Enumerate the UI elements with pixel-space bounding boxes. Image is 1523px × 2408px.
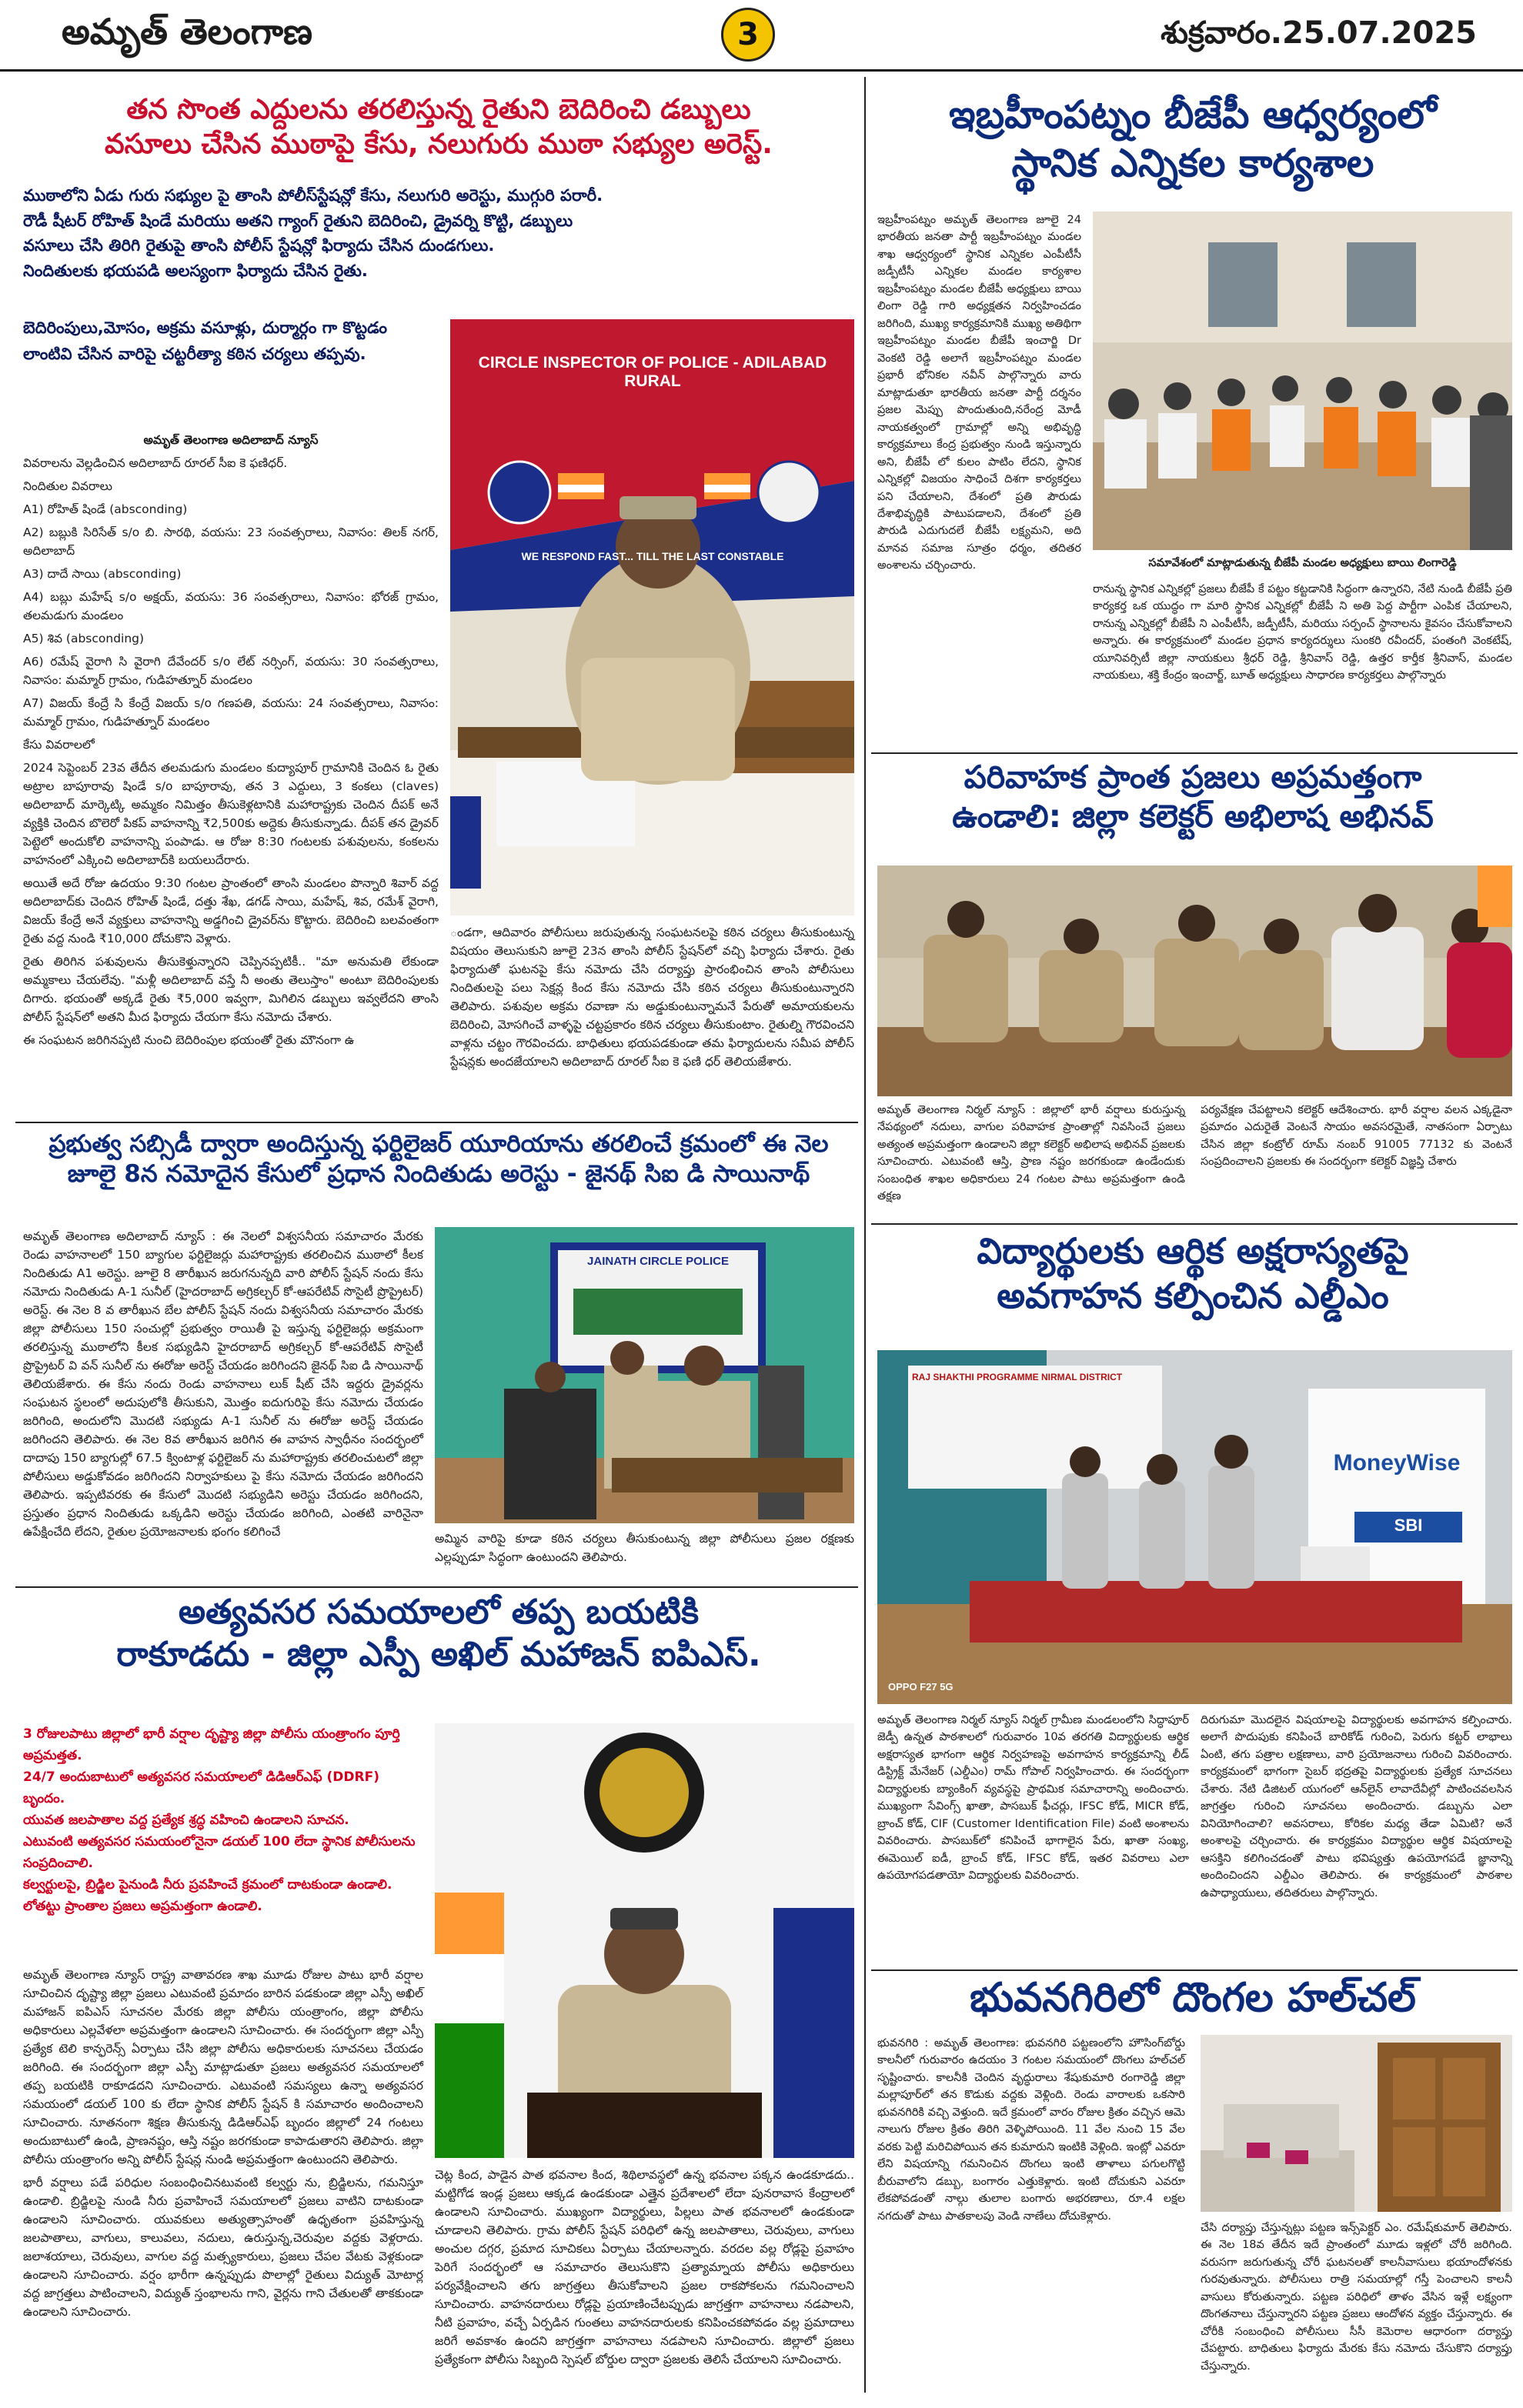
sp-headline: అత్యవసర సమయాలలో తప్ప బయటికి రాకూడదు - జిల్లా ఎస్పీ అఖిల్ మహాజన్ ఐపిఎస్. xyxy=(116,1593,761,1674)
sp-body-left: అమృత్ తెలంగాణ న్యూస్ రాష్ట్ర వాతావరణ శాఖ మూడు రోజుల పాటు భారీ వర్షాల సూచించిన దృష్ట్యా జిల్లా ప్రజలు ఎటువంటి ప్రమాదం బారిన పడకుండా జిల్లా ఎస్పీ అఖిల్ మహాజన్ ఐపిఎస్ సూచనల మేరకు జిల్లా పోలీసు యంత్రాంగం, జిల్లా పోలీసు అధికారులు ఎల్లవేళలా అప్రమత్తంగా ఉండాలని సూచించారు. ఈ సందర్భంగా జిల్లా ఎస్పీ ప్రత్యేక టెలి కాన్ఫరెన్స్ ఏర్పాటు చేసి జిల్లా పోలీసు అధికారులకు సూచనలు చేయడం జరిగింది. ఈ సందర్భంగా జిల్లా ఎస్పీ మాట్లాడుతూ ప్రజలు అత్యవసర సమయాలలో తప్ప బయటికి రాకూడదని సూచించారు. ఎటువంటి సమస్యలు ఉన్నా అత్యవసర సమయంలో డయల్ 100 కు లేదా స్థానిక పోలీస్ స్టేషన్ కి సమాచారం అందించాలని సూచించారు. నూతనంగా శిక్షణ తీసుకున్న డిడిఆర్ఎఫ్ బృందం జిల్లాలో 24 గంటలు అందుబాటులో ఉండి, ప్రాణనష్టం, ఆస్తి నష్టం జరగకుండా కాపాడుతారని తెలిపారు. జిల్లా పోలీసు యంత్రాంగం అన్ని పోలీస్ స్టేషన్ల నుండి అప్రమత్తంగా ఉంటుందని తెలిపారు. భారీ వర్షాలు పడే పరిధుల సంబంధించినటువంటి కల్వర్టు ను, బ్రిడ్జిలను, గమనిస్తూ ఉండాలి. బ్రిడ్జిలపై నుండి నీరు ప్రవాహించే సమయాలలో ప్రజలు వాటిని దాటకుండా ఉండాలని సూచించారు. యువకులు అత్యుత్సాహంతో ఉధృతంగా ప్రవహిస్తున్న జలపాతాలు, వాగులు, కాలువలు, నదులు, ఉరుస్తున్న,చెరువుల వద్దకు వెళ్లరాదు. జలాశయాలు, చెరువులు, వాగుల వద్ద మత్స్యకారులు, ప్రజలు చేపల వేటకు వెళ్లకుండా ఉండాలని సూచించారు. వర్షం భారీగా ఉన్నప్పుడు పొలాల్లో రైతులు విద్యుత్ మోటార్ల వద్ద జాగ్రత్తలు పాటించాలని, విద్యుత్ స్తంభాలను గాని, వైర్లను గాని చేతులతో తాకకుండా ఉండాలని సూచించారు. xyxy=(23,1968,423,2320)
farmer-body-col2: ండగా, ఆదివారం పోలీసులు జరుపుతున్న సంఘటనలపై కఠిన చర్యలు తీసుకుంటున్న విషయం తెలుసుకుని జూలై 23న తాంసి పోలీస్ స్టేషన్‌లో వచ్చి ఫిర్యాదు చేశారు. రైతు ఫిర్యాదుతో ఘటనపై కేసు నమోదు చేసి దర్యాప్తు ప్రారంభించిన తాంసి పోలీసులు నిందితులపై పలు సెక్షన్ల కింద కేసు నమోదు చేసి కఠిన చర్యలు తీసుకుంటున్నారని తెలిపారు. పశువుల అక్రమ రవాణా ను అడ్డుకుంటున్నామనే పేరుతో అమాయకులను బెదిరించి, మోసగించే వాళ్ళపై చట్టప్రకారం కఠిన చర్యలు తీసుకుంటాం. రైతుల్ని గౌరవించని వాళ్లను చట్టం గౌరవించదు. బాధితులు భయపడకుండా తమ ఫిర్యాదులను సమీప పోలీస్ స్టేషన్లకు అందజేయాలని అదిలాబాద్ రూరల్ సీఐ కె ఫణి ధర్ తెలియజేశారు. xyxy=(450,926,854,1069)
bjp-body-right: రానున్న స్థానిక ఎన్నికల్లో ప్రజలు బీజేపీ కే పట్టం కట్టడానికి సిద్ధంగా ఉన్నారని, నేటి నుండి బీజేపీ ప్రతి కార్యకర్త ఒక యుద్ధం గా మారి స్థానిక ఎన్నికల్లో బీజేపీ ని అతి పెద్ద పార్టీగా ఎంపిక చేయాలని, రానున్న ఎన్నికల్లో బీజేపీ ని ఎంపీటీసీ, జడ్పీటీసీ, మరియు సర్పంచ్ స్థానాలను కైవసం చేసుకోవాలని అన్నారు. ఈ కార్యక్రమంలో మండల ప్రధాన కార్యదర్శులు సుంకరి రవీందర్, పంతంగి వెంకటేష్, యూనివర్సిటీ జిల్లా నాయకులు శ్రీధర్ రెడ్డి, శ్రీనివాస్ రెడ్డి, ఉత్తర కార్తీక శ్రీనివాస్, మండల నాయకులు, శక్తి కేంద్రం ఇంచార్జ్, బూత్ అధ్యక్షులు సాధారణ కార్యకర్తలు పాల్గొన్నారు xyxy=(1093,583,1512,682)
divider-bjp-collector xyxy=(871,752,1518,754)
divider-fertilizer-sp xyxy=(15,1586,858,1588)
farmer-subhead-warning: బెదిరింపులు,మోసం, అక్రమ వసూళ్లు, దుర్మార్గం గా కొట్టడం లాంటివి చేసిన వారిపై చట్టరీత్యా కఠిన చర్యలు తప్పవు. xyxy=(23,319,387,363)
paper-name: అమృత్ తెలంగాణ xyxy=(62,11,312,52)
divider-farmer-fertilizer xyxy=(15,1122,858,1123)
theft-body-right: చేసి దర్యాప్తు చేస్తున్నట్లు పట్టణ ఇన్స్‌పెక్టర్ ఎం. రమేష్‌కుమార్ తెలిపారు. ఈ నెల 18వ తేదీన ఇదే ప్రాంతంలో మూడు ఇళ్లలో చోరీ జరిగింది. వరుసగా జరుగుతున్న చోరీ ఘటనలతో కాలనీవాసులు భయాందోళనకు గురవుతున్నారు. పోలీసులు రాత్రి సమయాల్లో గస్తీ పెంచాలని కాలనీ వాసులు కోరుతున్నారు. పట్టణ పరిధిలో తాళం వేసిన ఇళ్లే లక్ష్యంగా దొంగతనాలు చేస్తున్నారని పట్టణ ప్రజలు ఆందోళన వ్యక్తం చేస్తున్నారు. ఈ చోరీకి సంబంధించి పోలీసులు సీసీ కెమెరాల ఆధారంగా దర్యాప్తు చేపట్టారు. బాధితులు ఫిర్యాదు మేరకు కేసు నమోదు చేసుకొని దర్యాప్తు చేస్తున్నారు. xyxy=(1201,2222,1512,2373)
ldm-body-right: దిరుగుమా మొదలైన విషయాలపై విద్యార్థులకు అవగాహన కల్పించారు. అలాగే పొదుపుకు కనిపించే బారికోడ్ గురించి, పెరుగు కట్టర్ లాభాలు ఏంటి, తగు పత్రాల లక్షణాలు, వారి ప్రయోజనాలు గురించి వివరించారు. కార్యక్రమంలో భాగంగా సైబర్ భద్రతపై విద్యార్థులకు ప్రత్యేక సూచనలు చేశారు. నేటి డిజిటల్ యుగంలో ఆన్‌లైన్ లావాదేవీల్లో పాటించవలసిన జాగ్రత్తల గురించి సూచనలు అందించారు. డబ్బును ఎలా వినియోగించాలి? అవసరాలు, కోరికల మధ్య తేడా ఏమిటి? అనే అంశాలపై చర్చించారు. ఈ కార్యక్రమం విద్యార్థుల ఆర్థిక విషయాలపై ఆసక్తిని కలిగించడంతో పాటు భవిష్యత్తు ఉపయోగపడే జ్ఞానాన్ని అందించిందని ఎల్డీఎం తెలిపారు. ఈ కార్యక్రమంలో పాఠశాల ఉపాధ్యాయులు, తదితరులు పాల్గొన్నారు. xyxy=(1201,1714,1512,1899)
bjp-body-left: ఇబ్రహీంపట్నం అమృత్ తెలంగాణ జూలై 24 భారతీయ జనతా పార్టీ ఇబ్రహీంపట్నం మండల శాఖ ఆధ్వర్యంలో స్థానిక ఎన్నికల ఎంపీటీసీ జడ్పీటీసీ ఎన్నికల మండల కార్యశాల ఇబ్రహీంపట్నం మండల బీజేపీ అధ్యక్షులు బాయి లింగా రెడ్డి గారి అధ్యక్షతన నిర్వహించడం జరిగింది, ముఖ్య కార్యక్రమానికి ముఖ్య అతిథిగా ఇబ్రహీంపట్నం మండల బీజేపీ ఇంచార్జి Dr వెంకటి రెడ్డి అలాగే ఇబ్రహీంపట్నం మండల ప్రభారీ భోనికల నవీన్ పాల్గొన్నారు వారు మాట్లాడుతూ భారతీయ జనతా పార్టీ దర్శనం ప్రజల మెప్పు పొందుతుంది,నరేంద్ర మోడీ నాయకత్వంలో గ్రామాల్లో అన్ని అభివృద్ధి కార్యక్రమాలు కేంద్ర ప్రభుత్వం నుండి ఇస్తున్నారు అని, బీజేపీ లో కులం పాటిం లేదని, స్థానిక ఎన్నికల్లో విజయం సాధించే దిశగా కార్యకర్తలు పని చేయాలని, దేశంలో ప్రతి పౌరుడు దేశాభివృద్ధికి పాటుపడాలని, దేశంలో ప్రతి పౌరుడి ఎదుగుదలే బీజేపీ లక్ష్యమని, అది మానవ సమాజ సూత్రం ధర్మం, తదితర అంశాలను చర్చించారు. xyxy=(877,214,1081,572)
bjp-meeting-photo xyxy=(1093,212,1512,550)
jainath-police-photo xyxy=(435,1227,854,1523)
theft-headline: భువనగిరిలో దొంగల హల్‌చల్ xyxy=(970,1975,1416,2021)
sp-portrait-photo xyxy=(435,1723,854,2158)
farmer-subheads: ముఠాలోని ఏడు గురు సభ్యుల పై తాంసి పోలీస్‌స్టేషన్లో కేసు, నలుగురి అరెస్టు, ముగ్గురి పరారీ. రౌడీ షీటర్ రోహిత్ షిండే మరియు అతని గ్యాంగ్ రైతుని బెదిరించి, డ్రైవర్ని కొట్టి, డబ్బులు వసూలు చేసి తిరిగి రైతుపై తాంసి పోలీస్ స్టేషన్లో ఫిర్యాదు చేసిన దుండగులు. నిందితులకు భయపడి అలస్యంగా ఫిర్యాదు చేసిన రైతు. xyxy=(23,186,603,280)
ldm-camera-tag: OPPO F27 5G xyxy=(888,1681,954,1693)
page-number: 3 xyxy=(737,17,759,52)
theft-scene-photo xyxy=(1201,2035,1512,2212)
masthead xyxy=(0,0,1523,72)
divider-collector-ldm xyxy=(871,1223,1518,1225)
fertilizer-body-right: అమ్మిన వారిపై కూడా కఠిన చర్యలు తీసుకుంటున్న జిల్లా పోలీసులు ప్రజల రక్షణకు ఎల్లప్పుడూ సిద్ధంగా ఉంటుందని తెలిపారు. xyxy=(435,1532,854,1565)
page-number-badge xyxy=(721,8,775,62)
farmer-body-col1: అమృత్ తెలంగాణ అదిలాబాద్ న్యూస్ వివరాలను వెల్లడించిన అదిలాబాద్ రూరల్ సీఐ కె ఫణిధర్. నిందితుల వివరాలు A1) రోహిత్ షిండే (absconding) A2) బబ్లుకి సిరిసేత్ s/o బి. సారథి, వయసు: 23 సంవత్సరాలు, నివాసం: తిలక్ నగర్, అదిలాబాద్ A3) దాదే సాయి (absconding) A4) బబ్లు మహేష్ s/o అక్షయ్, వయసు: 36 సంవత్సరాలు, నివాసం: భోరజ్ గ్రామం, తలమడుగు మండలం A5) శివ (absconding) A6) రమేష్ వైరాగి సి వైరాగి దేవేందర్ s/o లేట్ నర్సింగ్, వయసు: 30 సంవత్సరాలు, నివాసం: మమ్మార్ గ్రామం, గుడిహత్నూర్ మండలం A7) విజయ్ కేంద్రే సి కేంద్రే విజయ్ s/o గణపతి, వయసు: 24 సంవత్సరాలు, నివాసం: మమ్మార్ గ్రామం, గుడిహత్నూర్ మండలం కేసు వివరాలలో 2024 సెప్టెంబర్ 23వ తేదీన తలమడుగు మండలం కుద్యాపూర్ గ్రామానికి చెందిన ఓ రైతు అట్రాల బాపూరావు షిండే s/o బాపూరావు, తన 3 ఎద్దులు, 3 కంకలు (claves) అదిలాబాద్ మార్కెట్కి అమ్మకం నిమిత్తం తీసుకెళ్లటానికి మహారాష్ట్రకు చెందిన దీపక్ అనే వ్యక్తికి చెందిన బొలెరో పికప్ వాహనాన్ని ₹2,500కు అద్దెకు తీసుకున్నాడు. దీపక్ తన డ్రైవర్ పెట్టెలో అందుకోలి వాహనాన్ని పంపాడు. ఆ రోజు 8:30 గంటలకు పశువులను, కంకలను వాహనంలో ఎక్కించి అదిలాబాద్‌కి బయలుదేరారు. అయితే అదే రోజు ఉదయం 9:30 గంటల ప్రాంతంలో తాంసి మండలం పొన్నారి శివార్ వద్ద అదిలాబాద్‌కు చెందిన రోహిత్ షిండే, దత్తు శేఖ, డగడ్ సాయి, మహేష్, శివ, రమేశ్ వైరాగి, విజయ్ కేంద్రే అనే వ్యక్తులు వాహనాన్ని అడ్డగించి డ్రైవర్‌ను కొట్టారు. బెదిరించి బలవంతంగా రైతు వద్ద నుండి ₹10,000 దోచుకొని వెళ్లారు. రైతు తిరిగిన పశువులను తీసుకెళ్తున్నారని చెప్పినప్పటికీ.. "మా అనుమతి లేకుండా అమ్మకాలు చేయలేవు. "మళ్లీ అదిలాబాద్ వస్తే నీ అంతు తెలుస్తాం" అంటూ బెదిరింపులకు దిగారు. భయంతో అక్కడే రైతు ₹5,000 ఇవ్వగా, మిగిలిన డబ్బులు ఇవ్వలేదని తాంసి పోలీస్ స్టేషన్‌లో అతని మీద ఫిర్యాదు చేయగా కేసు నమోదు చేశారు. ఈ సంఘటన జరిగినప్పటి నుంచి బెదిరింపుల భయంతో రైతు మౌనంగా ఉ xyxy=(23,433,439,1048)
collector-body-right: పర్యవేక్షణ చేపట్టాలని కలెక్టర్ ఆదేశించారు. భారీ వర్షాల వలన ఎక్కడైనా ప్రమాదం ఎదురైతే వెంటనే సాయం అవసరమైతే, నాతసంగా ఏర్పాటు చేసిన జిల్లా కంట్రోల్ రూమ్ నంబర్ 91005 77132 కు వెంటనే సంప్రదించాలని ప్రజలకు ఈ సందర్భంగా కలెక్టర్ విజ్ఞప్తి చేశారు xyxy=(1201,1104,1512,1169)
collector-body-left: అమృత్ తెలంగాణ నిర్మల్ న్యూస్ : జిల్లాలో భారీ వర్షాలు కురుస్తున్న నేపథ్యంలో నదులు, వాగుల పరివాహక ప్రాంతాల్లో నివసించే ప్రజలు అత్యంత అప్రమత్తంగా ఉండాలని జిల్లా కలెక్టర్ అభిలాష అభినవ్ ప్రజలకు సూచించారు. ఎటువంటి ఆస్తి, ప్రాణ నష్టం జరగకుండా ఉండేందుకు సంబంధిత శాఖల అధికారులు 24 గంటల పాటు అప్రమత్తంగా ఉండి తక్షణ xyxy=(877,1104,1185,1203)
issue-date: శుక్రవారం.25.07.2025 xyxy=(1161,15,1477,51)
theft-body-left: భువనగిరి : అమృత్ తెలంగాణ: భువనగిరి పట్టణంలోని హౌసింగ్‌బోర్డు కాలనీలో గురువారం ఉదయం 3 గంటల సమయంలో దొంగలు హల్‌చల్ సృష్టించారు. కాలనీకి చెందిన వృద్ధురాలు శేషుకుమారి రంగారెడ్డి జిల్లా మల్లాపూర్‌లో తన కొడుకు వద్దకు వెళ్లింది. రెండు వారాలకు ఒకసారి భువనగిరికి వచ్చి వెళ్తుంది. ఇదే క్రమంలో వారం రోజుల క్రితం వచ్చిన ఆమె నాలుగు రోజుల క్రితం తిరిగి వెళ్ళిపోయింది. 11 వేల నుంచి 15 వేల వరకు పెట్టి మరిచిపోయిన తన కుమారుని ఇంటికి వెళ్లింది. ఇంట్లో ఎవరూ లేని విషయాన్ని గమనించిన దొంగలు ఇంటి తాళాలు పగులగొట్టి బీరువాలోని డబ్బు, బంగారం ఎత్తుకెళ్లారు. ఇంటి దోచుకుని ఎవరూ లేకపోవడంతో నాల్గు తులాల బంగారు అభరణాలు, రూ.4 లక్షల నగదుతో పాటు పాతకాలపు వెండి నాణేలు దోచుకెళ్లారు. xyxy=(877,2037,1185,2223)
ldm-body-left: అమృత్ తెలంగాణ నిర్మల్ న్యూస్ నిర్మల్ గ్రామీణ మండలంలోని సిద్ధాపూర్ జెడ్పీ ఉన్నత పాఠశాలలో గురువారం 10వ తరగతి విద్యార్థులకు ఆర్థిక అక్షరాస్యత భాగంగా ఆర్థిక నిర్వహణపై అవగాహన కార్యక్రమాన్ని లీడ్ డిస్ట్రిక్ట్ మేనేజర్ (ఎల్డీఎం) రామ్ గోపాల్ నిర్వహించారు. ఈ సందర్భంగా విద్యార్థులకు బ్యాంకింగ్ వ్యవస్థపై ప్రాథమిక సమాచారాన్ని అందించారు. ముఖ్యంగా సేవింగ్స్ ఖాతా, పాసబుక్ ఫీచర్లు, IFSC కోడ్, MICR కోడ్, బ్రాంచ్ కోడ్, CIF (Customer Identification File) వంటి అంశాలను వివరించారు. పాసబుక్‌లో కనిపించే భాగాలైన పేరు, ఖాతా సంఖ్య, ఈమెయిల్ ఐడీ, బ్రాంచ్ కోడ్, IFSC కోడ్, ఇతర వివరాలు ఎలా ఉపయోగపడతాయో విద్యార్థులకు వివరించారు. xyxy=(877,1714,1189,1883)
bjp-photo-caption: సమావేశంలో మాట్లాడుతున్న బీజేపీ మండల అధ్యక్షులు బాయి లింగారెడ్డి xyxy=(1148,557,1457,569)
ldm-banner-moneywise: MoneyWise xyxy=(1333,1450,1461,1476)
ldm-program-photo xyxy=(877,1350,1512,1704)
fertilizer-headline: ప్రభుత్వ సబ్సిడీ ద్వారా అందిస్తున్న ఫర్టిలైజర్ యూరియాను తరలించే క్రమంలో ఈ నెల జూలై 8న నమోదైన కేసులో ప్రధాన నిందితుడు అరెస్టు - జైనథ్ సిఐ డి సాయినాథ్ xyxy=(48,1130,829,1188)
photo-wall-slogan: WE RESPOND FAST... TILL THE LAST CONSTABLE xyxy=(521,550,784,562)
ldm-headline: విద్యార్థులకు ఆర్థిక అక్షరాస్యతపై అవగాహన కల్పించిన ఎల్డీఎం xyxy=(977,1230,1409,1316)
collector-meeting-photo xyxy=(877,865,1512,1096)
fertilizer-body-left: అమృత్ తెలంగాణ అదిలాబాద్ న్యూస్ : ఈ నెలలో విశ్వసనీయ సమాచారం మేరకు రెండు వాహనాలలో 150 బ్యాగుల ఫర్టిలైజర్లు మహారాష్ట్రకు తరలించిన ముఠాలో కీలక నిందితుడు A1 అరెస్టు. జూలై 8 తారీఖున జరుగనున్నది వారి పోలీస్ స్టేషన్ నందు కేసు నమోదు నిందితుడు A-1 సునీల్ (హైదరాబాద్ అగ్రికల్చర్ కో-ఆపరేటివ్ సొసైటీ ప్రొప్రైటర్) అరెస్ట్. ఈ నెల 8 వ తారీఖున బేల పోలీస్ స్టేషన్ నందు విశ్వసనీయ సమాచారం మేరకు జిల్లా పోలీసులు 150 సంచుల్లో ప్రభుత్వం రాయితీ పై ఇస్తున్న ఫర్టిలైజర్లు అక్రమంగా తరలిస్తున్న ముఠాలోని కీలక సభ్యుడిని హైదరాబాద్ అగ్రికల్చర్ కో-ఆపరేటివ్ సొసైటీ ప్రొప్రైటర్ వి వన్ సునీల్ ను ఈరోజు అరెస్ట్ చేయడం జరిగిందని జైనథ్ సిఐ డి సాయినాథ్ తెలియజేశారు. ఈ కేసు నందు రెండు వాహనాలు లుక్ షీట్ చేసి ఇద్దరు డ్రైవర్లను సంఘటన స్థలంలో అదుపులోకి తీసుకుని, మొత్తం ఐదుగురిపై కేసు నమోదు చేయడం జరిగింది, అందులోని మొదటి సభ్యుడు A-1 సునీల్ ను ఈరోజు అరెస్ట్ చేయడం జరిగిందని తెలిపారు. ఈ నెల 8వ తారీఖున జరిగిన ఈ వాహన స్వాధీనం సందర్భంలో దాదాపు 150 బ్యాగుల్లో 67.5 క్వింటాళ్ల ఫర్టిలైజర్ ను మహారాష్ట్రకు తరలించుటలో జిల్లా పోలీసులు అడ్డుకోవడం జరిగిందని నిర్వాహకులు పై కేసు నమోదు చేయడం జరిగిందని తెలిపారు. ఇప్పటివరకు ఈ కేసులో మొదటి సభ్యుడిని అరెస్టు చేయడం జరిగిందని, ప్రస్తుతం ప్రధాన నిందితుడు ఒక్కడిని అరెస్టు చేయడం జరిగింది, ఎంతటి వారినైనా ఉపేక్షించేది లేదని, రైతుల ప్రయోజనాలకు భంగం కలిగించే xyxy=(23,1229,423,1539)
sp-body-right: చెట్ల కింద, పాడైన పాత భవనాల కింద, శిథిలావస్థలో ఉన్న భవనాల పక్కన ఉండకూడదు.. మట్టిగోడ ఇండ్ల ప్రజలు ఆక్కడ ఉండకుండా ఎత్తైన ప్రదేశాలలో లేదా పునరావాస కేంద్రాలలో ఉండాలని సూచించారు. ముఖ్యంగా విద్యార్థులు, పిల్లలు పాత భవనాలలో ఉండకుండా చూడాలని తెలిపారు. గ్రామ పోలీస్ స్టేషన్ పరిధిలో ఉన్న జలపాతాలు, చెరువులు, వాగులు అంచుల దగ్గర, ప్రమాద సూచికలు ఏర్పాటు చేయాలన్నారు. వరదల వల్ల రోడ్లపై ప్రవాహం పెరిగే సందర్భంలో ఆ సమాచారం తెలుసుకొని ప్రత్యామ్నాయ పోలీసు అధికారులు పర్యవేక్షించాలని తగు జాగ్రత్తలు తీసుకోవాలని ప్రజల రాకపోకలను గమనించాలని సూచించారు. వాహనదారులు రోడ్లపై ప్రయాణించేటప్పుడు జాగ్రత్తగా వాహనాలు నడపాలని, నీటి ప్రవాహం, వచ్చే ఏర్పడిన గుంతలు వాహనదారులకు కనిపించకపోవడం వల్ల ప్రమాదాలు జరిగే అవకాశం ఉందని జాగ్రత్తగా వాహనాలు నడపాలని సూచించారు. జిల్లాలో ప్రజలు ప్రత్యేకంగా పోలీసు సిబ్బంది స్పెషల్ బోర్డుల ద్వారా ప్రజలకు తెలిసే చేయాలని సూచించారు. xyxy=(435,2168,854,2367)
photo-wall-title: CIRCLE INSPECTOR OF POLICE - ADILABAD RURAL xyxy=(478,354,827,390)
column-divider xyxy=(864,77,866,2393)
collector-headline: పరివాహక ప్రాంత ప్రజలు అప్రమత్తంగా ఉండాలి: జిల్లా కలెక్టర్ అభిలాష అభినవ్ xyxy=(952,759,1434,835)
farmer-headline: తన సొంత ఎద్దులను తరలిస్తున్న రైతుని బెదిరించి డబ్బులు వసూలు చేసిన ముఠాపై కేసు, నలుగురు ముఠా సభ్యుల అరెస్ట్. xyxy=(105,94,773,160)
photo-jainath-wall: JAINATH CIRCLE POLICE xyxy=(587,1255,729,1268)
ldm-banner-sbi: SBI xyxy=(1394,1516,1423,1535)
ldm-banner-left: RAJ SHAKTHI PROGRAMME NIRMAL DISTRICT xyxy=(912,1372,1123,1382)
circle-inspector-photo xyxy=(450,319,854,916)
bjp-headline: ఇబ్రహీంపట్నం బీజేపీ ఆధ్వర్యంలో స్థానిక ఎన్నికల కార్యశాల xyxy=(949,92,1437,185)
divider-ldm-theft xyxy=(871,1969,1518,1971)
sp-alert-points: 3 రోజులపాటు జిల్లాలో భారీ వర్షాల దృష్ట్యా జిల్లా పోలీసు యంత్రాంగం పూర్తి అప్రమత్తత. 24/7 అందుబాటులో అత్యవసర సమయాలలో డిడిఆర్ఎఫ్ (DDRF) బృందం. యువత జలపాతాల వద్ద ప్రత్యేక శ్రద్ధ వహించి ఉండాలని సూచన. ఎటువంటి అత్యవసర సమయంలోనైనా డయల్ 100 లేదా స్థానిక పోలీసులను సంప్రదించాలి. కల్వర్టులపై, బ్రిడ్జిల పైనుండి నీరు ప్రవహించే క్రమంలో దాటకుండా ఉండాలి. లోతట్టు ప్రాంతాల ప్రజలు అప్రమత్తంగా ఉండాలి. xyxy=(23,1726,416,1915)
